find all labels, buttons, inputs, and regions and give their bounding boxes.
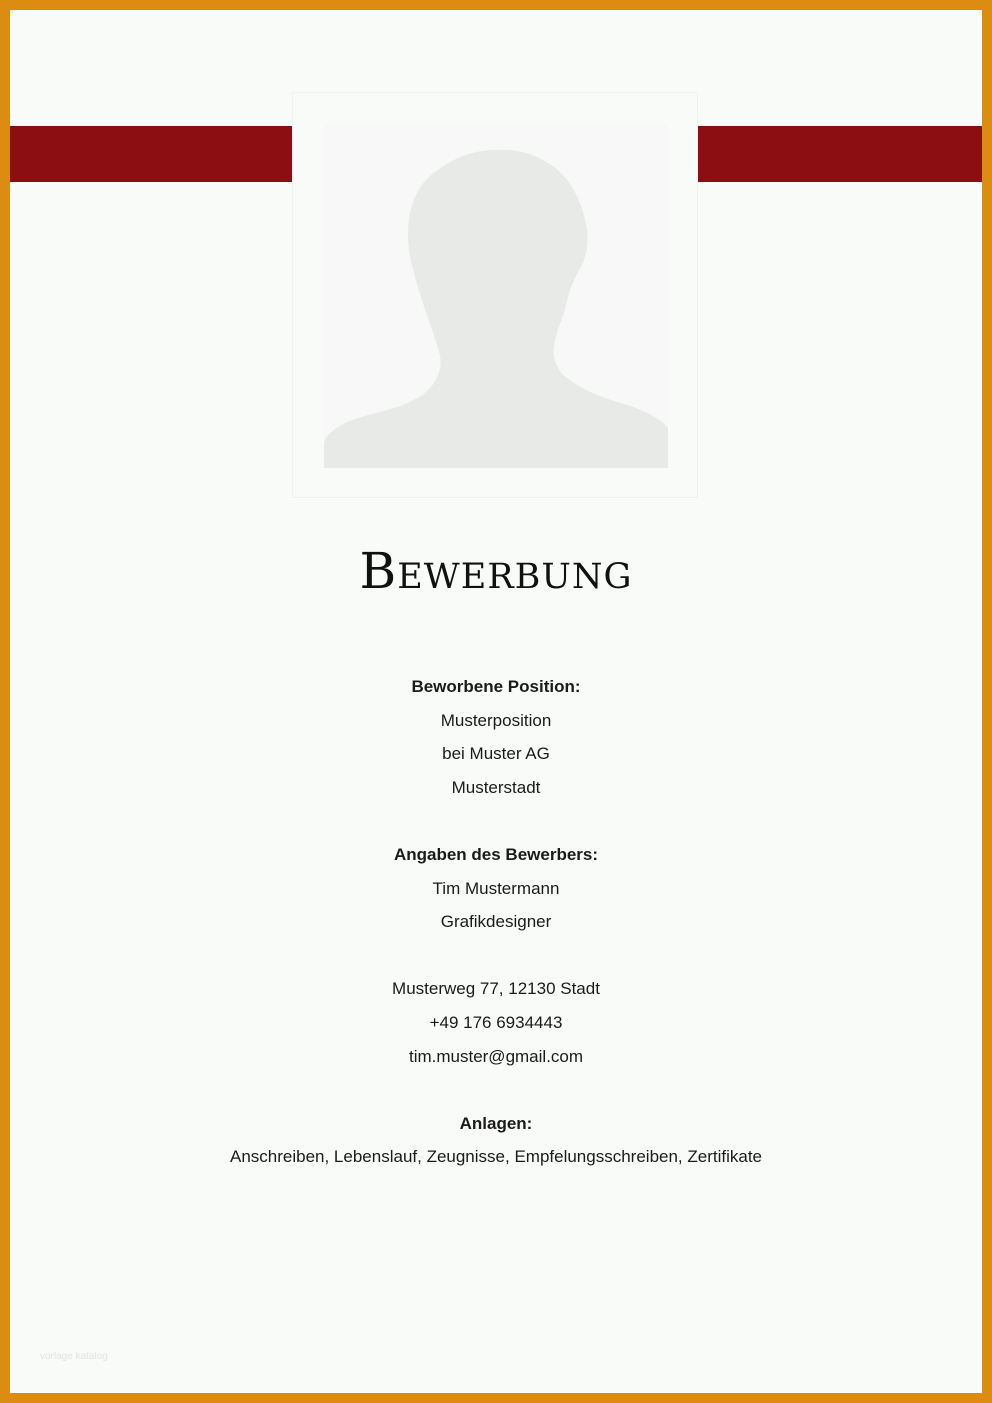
person-silhouette-icon <box>324 124 668 468</box>
document-page <box>10 10 982 1393</box>
page-title: Bewerbung <box>359 542 633 600</box>
photo-frame <box>292 92 698 498</box>
position-company: bei Muster AG <box>442 744 550 764</box>
applicant-email: tim.muster@gmail.com <box>408 1046 584 1066</box>
accent-band-left <box>10 126 292 182</box>
applicant-address: Musterweg 77, 12130 Stadt <box>392 979 600 999</box>
applicant-phone: +49 176 6934443 <box>429 1012 563 1032</box>
applicant-name: Tim Mustermann <box>432 878 560 898</box>
position-heading: Beworbene Position: <box>411 677 581 696</box>
position-title: Musterposition <box>440 710 552 730</box>
attachments-heading: Anlagen: <box>459 1113 533 1133</box>
applicant-profession: Grafikdesigner <box>440 912 552 932</box>
application-details <box>10 670 982 1174</box>
watermark: vorlage katalog <box>40 1351 108 1362</box>
position-city: Musterstadt <box>451 777 541 797</box>
applicant-heading: Angaben des Bewerbers: <box>393 844 599 864</box>
accent-band-right <box>698 126 982 182</box>
attachments-list: Anschreiben, Lebenslauf, Zeugnisse, Empfelungsschreiben, Zertifikate <box>229 1147 763 1167</box>
